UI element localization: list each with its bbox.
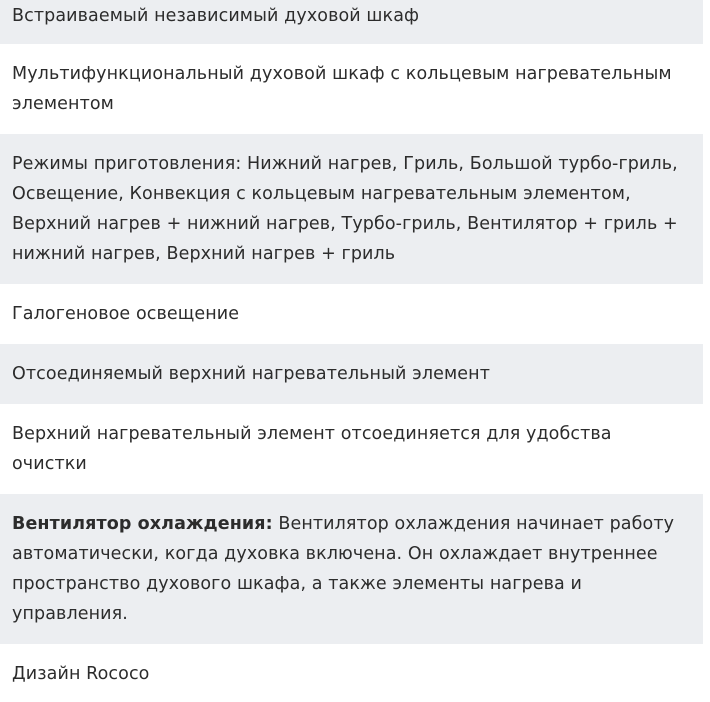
- feature-text: Мультифункциональный духовой шкаф с кольцевым нагревательным элементом: [12, 64, 672, 114]
- feature-text: Верхний нагревательный элемент отсоединяется для удобства очистки: [12, 424, 612, 474]
- list-item: [0, 284, 703, 344]
- list-item: [0, 44, 703, 134]
- feature-text: Отсоединяемый верхний нагревательный элемент: [12, 364, 491, 384]
- list-item: [0, 644, 703, 702]
- feature-label: Вентилятор охлаждения:: [12, 514, 273, 534]
- list-item: [0, 0, 703, 44]
- feature-text: Вентилятор охлаждения начинает работу автоматически, когда духовка включена. Он охлаждает внутреннее пространство духового шкафа, а также элементы нагрева и управления.: [12, 514, 675, 624]
- feature-text: Режимы приготовления: Нижний нагрев, Гриль, Большой турбо-гриль, Освещение, Конвекция с кольцевым нагревательным элементом, Верхний нагрев + нижний нагрев, Турбо-гриль, Вентилятор + гриль + нижний нагрев, Верхний нагрев + гриль: [12, 154, 678, 264]
- list-item: [0, 344, 703, 404]
- feature-text: Галогеновое освещение: [12, 304, 240, 324]
- feature-text: Встраиваемый независимый духовой шкаф: [12, 6, 420, 26]
- feature-text: Дизайн Rococo: [12, 664, 150, 684]
- list-item: [0, 494, 703, 644]
- list-item: [0, 134, 703, 284]
- list-item: [0, 404, 703, 494]
